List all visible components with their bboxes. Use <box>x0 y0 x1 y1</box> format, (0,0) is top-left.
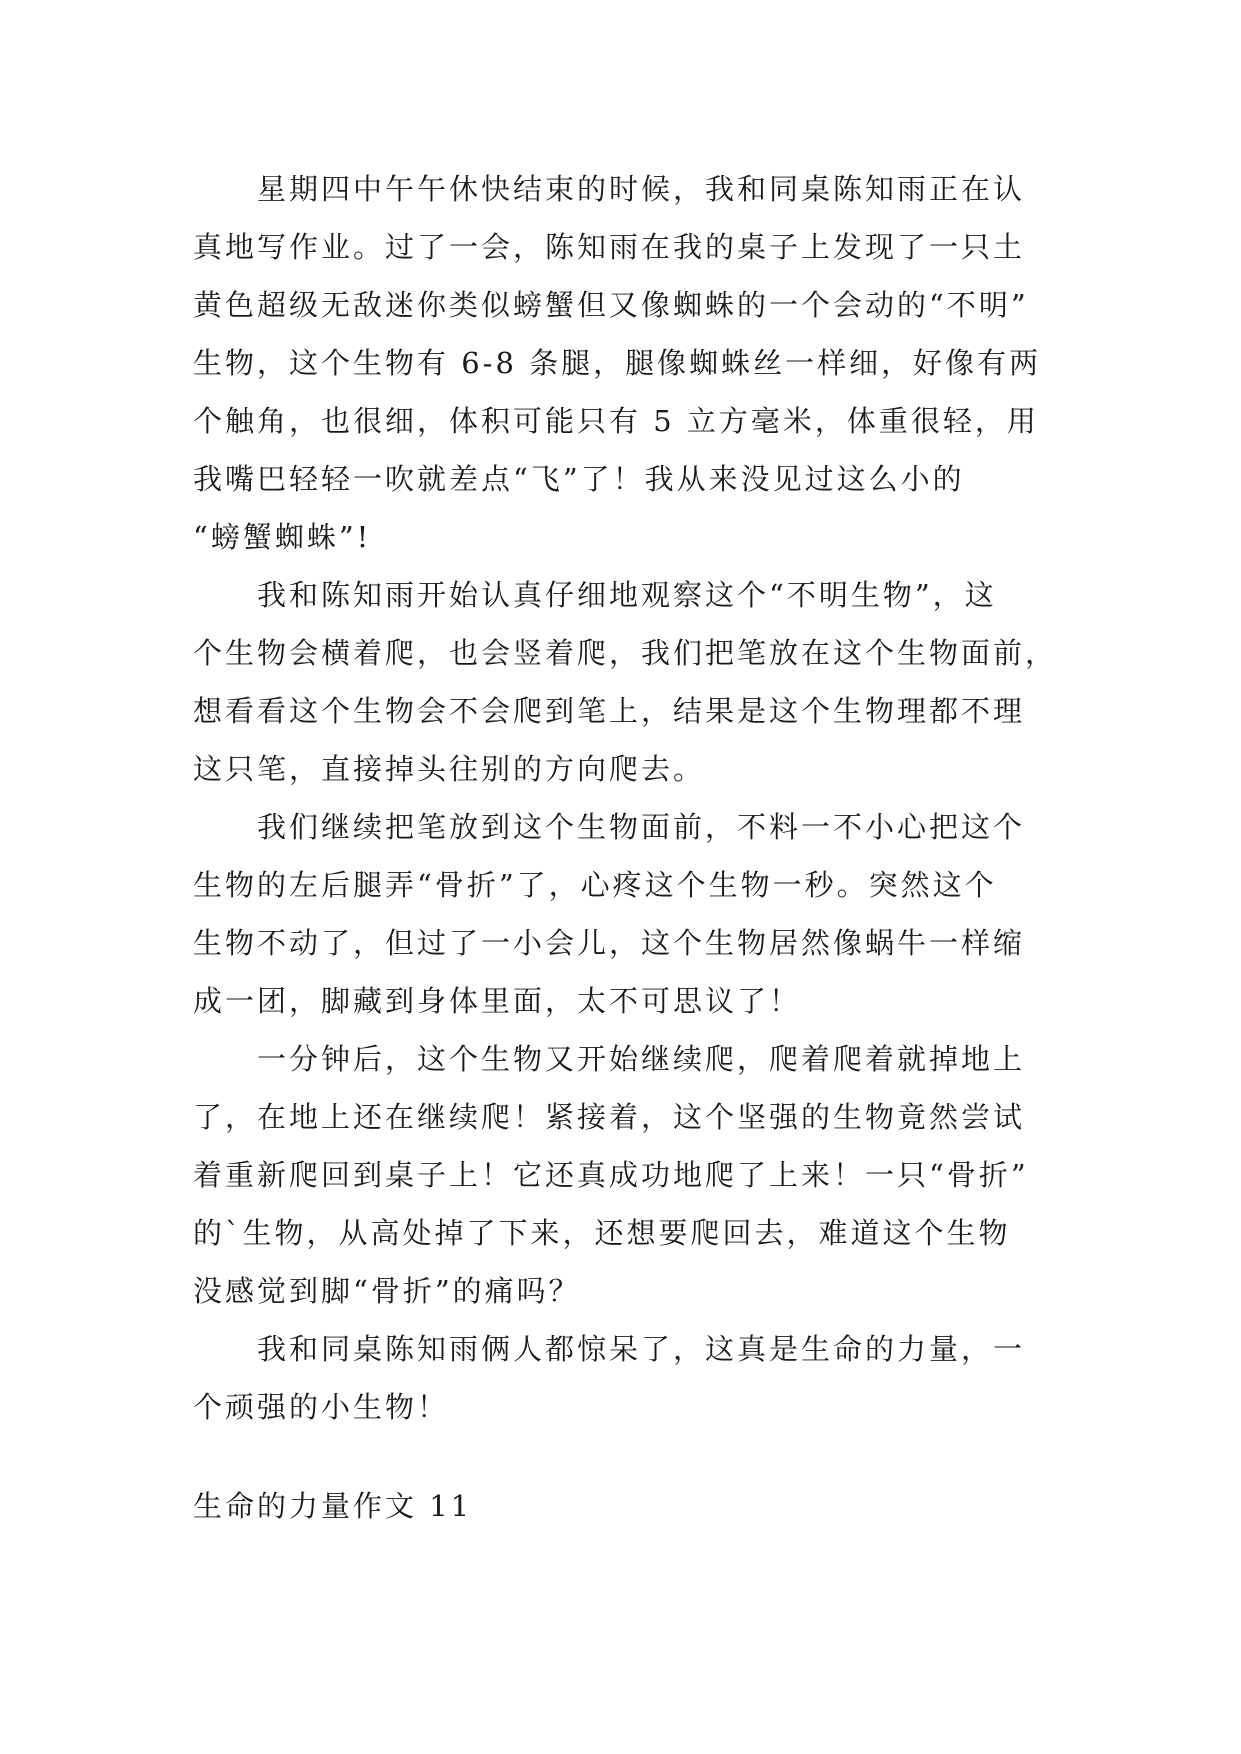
text-line: 个顽强的小生物！ <box>193 1390 450 1424</box>
paragraph-5 <box>193 1320 1053 1436</box>
text-line: 真地写作业。过了一会，陈知雨在我的桌子上发现了一只土 <box>193 230 1026 264</box>
text-line: 星期四中午午休快结束的时候，我和同桌陈知雨正在认 <box>257 172 1026 206</box>
text-line: 的`生物，从高处掉了下来，还想要爬回去，难道这个生物 <box>193 1216 1011 1250</box>
text-line: 成一团，脚藏到身体里面，太不可思议了！ <box>193 984 802 1018</box>
text-line: 想看看这个生物会不会爬到笔上，结果是这个生物理都不理 <box>193 694 1026 728</box>
paragraph-3 <box>193 798 1053 1030</box>
text-line: 生物不动了，但过了一小会儿，这个生物居然像蜗牛一样缩 <box>193 926 1026 960</box>
paragraph-1 <box>193 160 1053 566</box>
paragraph-2 <box>193 566 1058 798</box>
text-line: 我和同桌陈知雨俩人都惊呆了，这真是生命的力量，一 <box>257 1332 1026 1366</box>
paragraph-4 <box>193 1030 1053 1320</box>
text-line: 我和陈知雨开始认真仔细地观察这个“不明生物”，这 <box>257 578 997 612</box>
text-line: 个生物会横着爬，也会竖着爬，我们把笔放在这个生物面前， <box>193 636 1058 670</box>
text-line: 我们继续把笔放到这个生物面前，不料一不小心把这个 <box>257 810 1026 844</box>
text-line: 生物，这个生物有 6-8 条腿，腿像蜘蛛丝一样细，好像有两 <box>193 346 1042 380</box>
text-line: 我嘴巴轻轻一吹就差点“飞”了！我从来没见过这么小的 <box>193 462 965 496</box>
text-line: 着重新爬回到桌子上！它还真成功地爬了上来！一只“骨折” <box>193 1158 1029 1192</box>
text-line: 个触角，也很细，体积可能只有 5 立方毫米，体重很轻，用 <box>193 404 1039 438</box>
text-line: 了，在地上还在继续爬！紧接着，这个坚强的生物竟然尝试 <box>193 1100 1026 1134</box>
text-line: 黄色超级无敌迷你类似螃蟹但又像蜘蛛的一个会动的“不明” <box>193 288 1029 322</box>
text-line: 这只笔，直接掉头往别的方向爬去。 <box>193 752 706 786</box>
next-essay-heading: 生命的力量作文 11 <box>193 1489 473 1523</box>
text-line: 生物的左后腿弄“骨折”了，心疼这个生物一秒。突然这个 <box>193 868 997 902</box>
article-body <box>193 160 1058 1436</box>
text-line: “螃蟹蜘蛛”! <box>193 520 372 554</box>
text-line: 没感觉到脚“骨折”的痛吗？ <box>193 1274 581 1308</box>
text-line: 一分钟后，这个生物又开始继续爬，爬着爬着就掉地上 <box>257 1042 1026 1076</box>
